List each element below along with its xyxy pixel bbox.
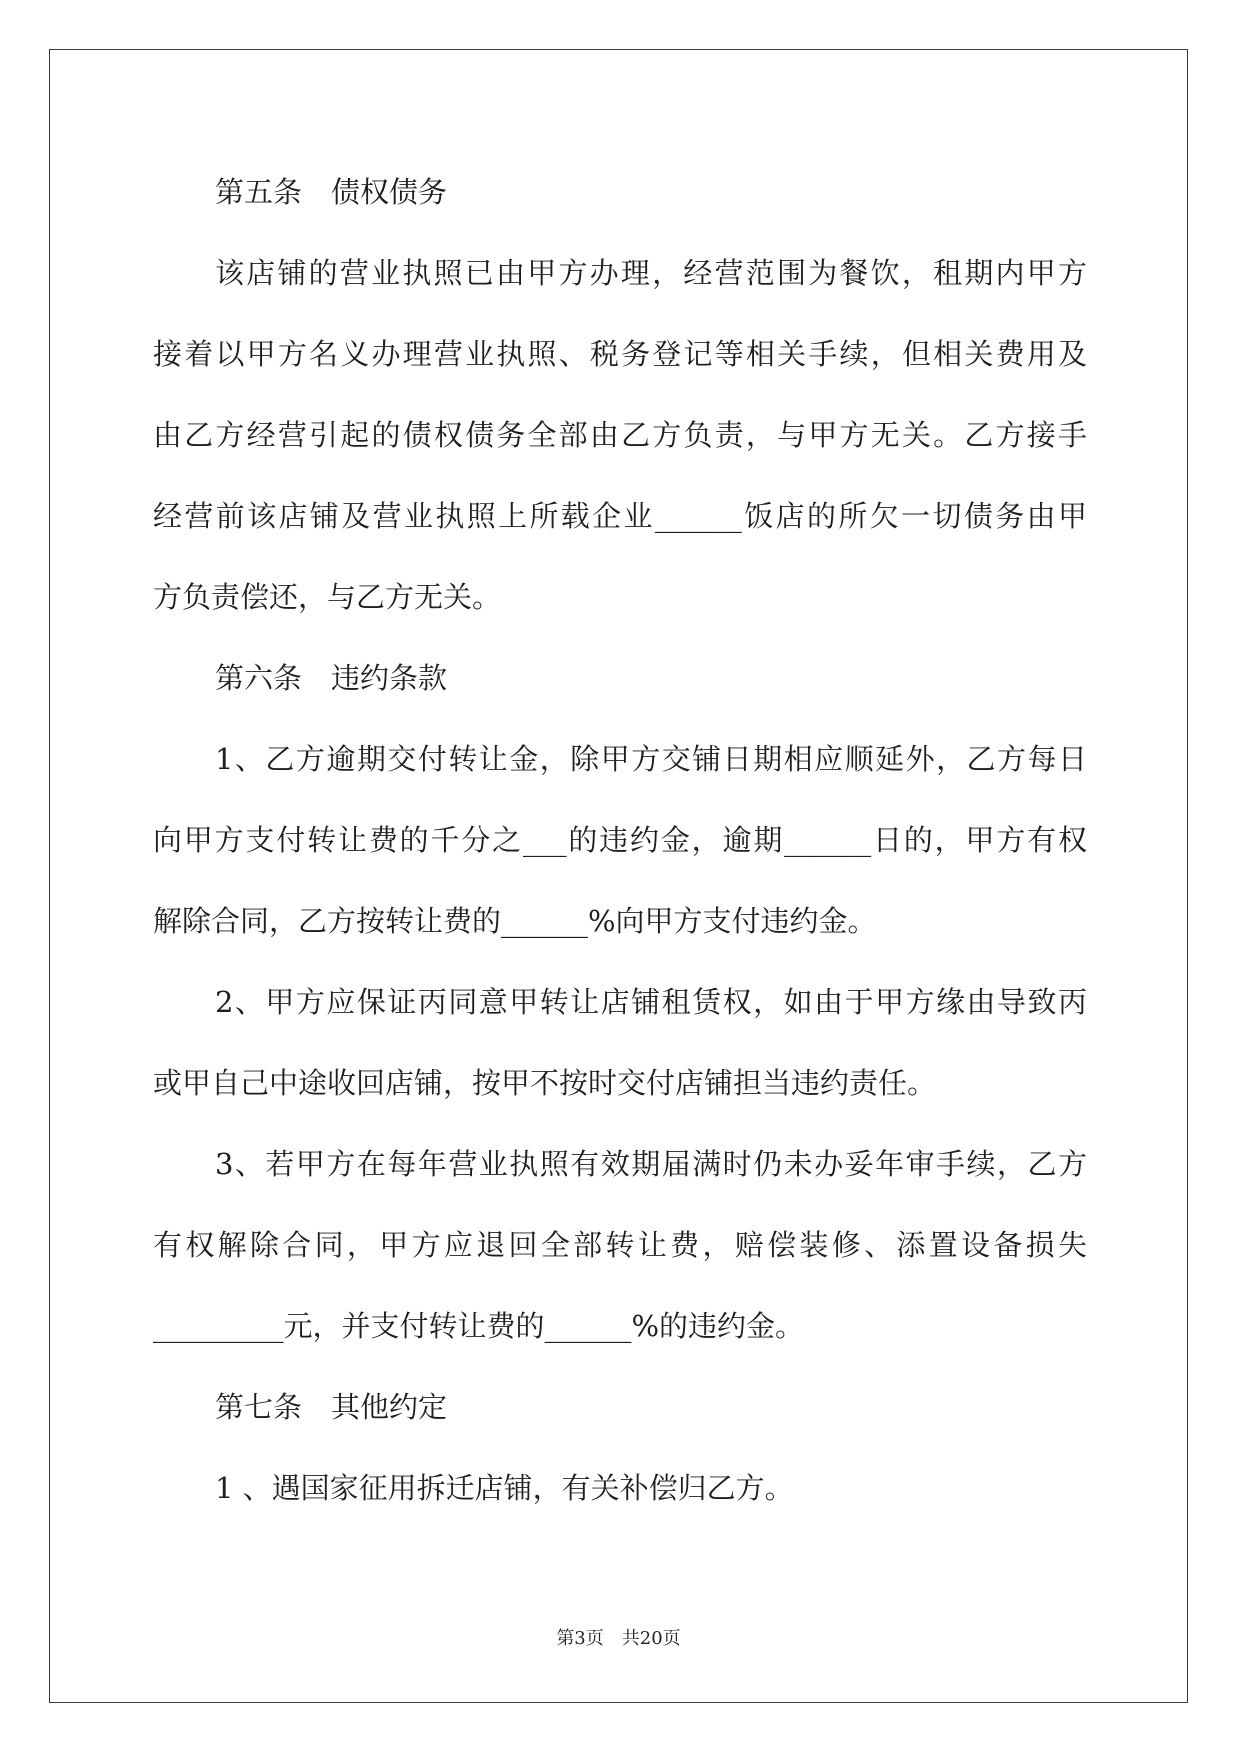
paragraph-other-1 xyxy=(153,1448,1087,1529)
text-line: 方负责偿还，与乙方无关。 xyxy=(153,580,502,614)
paragraph-debts xyxy=(153,233,1087,638)
text-line: 1、乙方逾期交付转让金，除甲方交铺日期相应顺延外，乙方每日 xyxy=(215,742,1087,776)
text-line: 解除合同，乙方按转让费的______%向甲方支付违约金。 xyxy=(153,904,877,938)
text-line: 1 、遇国家征用拆迁店铺，有关补偿归乙方。 xyxy=(215,1471,794,1505)
paragraph-breach-1 xyxy=(153,719,1087,962)
text-line: 3、若甲方在每年营业执照有效期届满时仍未办妥年审手续，乙方 xyxy=(215,1147,1087,1181)
text-line: 经营前该店铺及营业执照上所载企业______饭店的所欠一切债务由甲 xyxy=(153,499,1087,533)
text-line: 向甲方支付转让费的千分之___的违约金，逾期______日的，甲方有权 xyxy=(153,823,1087,857)
document-body xyxy=(153,152,1087,1529)
section-heading-7 xyxy=(153,1367,1087,1448)
heading-text: 第六条 违约条款 xyxy=(215,661,448,695)
text-line: 有权解除合同，甲方应退回全部转让费，赔偿装修、添置设备损失 xyxy=(153,1228,1087,1262)
paragraph-breach-2 xyxy=(153,962,1087,1124)
heading-text: 第五条 债权债务 xyxy=(215,175,448,209)
text-line: 或甲自己中途收回店铺，按甲不按时交付店铺担当违约责任。 xyxy=(153,1066,937,1100)
heading-text: 第七条 其他约定 xyxy=(215,1390,448,1424)
text-line: 该店铺的营业执照已由甲方办理，经营范围为餐饮，租期内甲方 xyxy=(215,256,1087,290)
page-number: 第3页 共20页 xyxy=(556,1628,681,1649)
section-heading-5 xyxy=(153,152,1087,233)
text-line: 由乙方经营引起的债权债务全部由乙方负责，与甲方无关。乙方接手 xyxy=(153,418,1087,452)
text-line: _________元，并支付转让费的______%的违约金。 xyxy=(153,1309,805,1343)
text-line: 接着以甲方名义办理营业执照、税务登记等相关手续，但相关费用及 xyxy=(153,337,1087,371)
paragraph-breach-3 xyxy=(153,1124,1087,1367)
section-heading-6 xyxy=(153,638,1087,719)
text-line: 2、甲方应保证丙同意甲转让店铺租赁权，如由于甲方缘由导致丙 xyxy=(215,985,1087,1019)
